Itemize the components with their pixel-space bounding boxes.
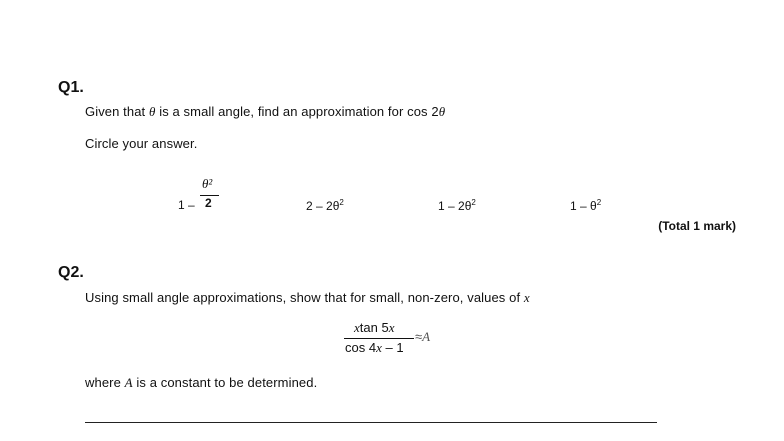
- q1-option-d-sup: 2: [596, 198, 602, 207]
- q2-prompt: [85, 290, 530, 306]
- q1-option-c-text: 1 – 2θ: [438, 199, 472, 213]
- q1-option-c[interactable]: [438, 198, 476, 213]
- q1-option-b-sup: 2: [339, 198, 344, 207]
- q2-num-tan: tan 5: [359, 320, 389, 335]
- q2-approx-sign: ≈: [415, 329, 423, 344]
- q1-prompt-post: is a small angle, find an approximation for cos 2: [159, 104, 439, 119]
- q1-option-b[interactable]: [306, 198, 344, 213]
- q1-total-marks: (Total 1 mark): [658, 219, 736, 233]
- q2-expr-fraction-bar: [344, 338, 414, 339]
- q1-option-c-sup: 2: [471, 198, 476, 207]
- q2-where-a: A: [124, 375, 133, 390]
- q2-number: Q2.: [58, 264, 84, 281]
- q1-prompt: [85, 104, 445, 120]
- q2-where-post: is a constant to be determined.: [136, 375, 318, 390]
- q2-prompt-text: Using small angle approximations, show that for small, non-zero, values of: [85, 290, 521, 305]
- q1-number: Q1.: [58, 79, 84, 96]
- q1-theta: θ: [148, 104, 156, 119]
- q1-option-a-prefix[interactable]: 1 –: [178, 198, 195, 212]
- q1-option-d-text: 1 – θ: [570, 199, 597, 213]
- q2-var-x: x: [523, 290, 530, 305]
- q2-den-minus-one: – 1: [381, 340, 404, 355]
- q2-expr-numerator: [354, 320, 394, 336]
- q1-option-a-numerator: θ²: [202, 176, 213, 191]
- q2-num-x2: x: [388, 320, 395, 335]
- q1-option-a-denominator: 2: [205, 196, 212, 210]
- q1-option-d[interactable]: [570, 198, 601, 213]
- q2-num-x: x: [354, 320, 360, 335]
- q2-expr-denominator: [345, 340, 404, 356]
- q2-expr-approx: [415, 329, 430, 345]
- q2-where: [85, 375, 317, 391]
- q1-theta-end: θ: [438, 104, 446, 119]
- q2-answer-line[interactable]: [85, 422, 657, 423]
- q1-prompt-pre: Given that: [85, 104, 146, 119]
- q2-den-x: x: [376, 340, 382, 355]
- q2-constant-a: A: [422, 329, 431, 344]
- q2-where-pre: where: [85, 375, 121, 390]
- q1-option-b-text: 2 – 2θ: [306, 199, 340, 213]
- q1-instruction: Circle your answer.: [85, 136, 198, 151]
- q2-den-cos: cos 4: [345, 340, 377, 355]
